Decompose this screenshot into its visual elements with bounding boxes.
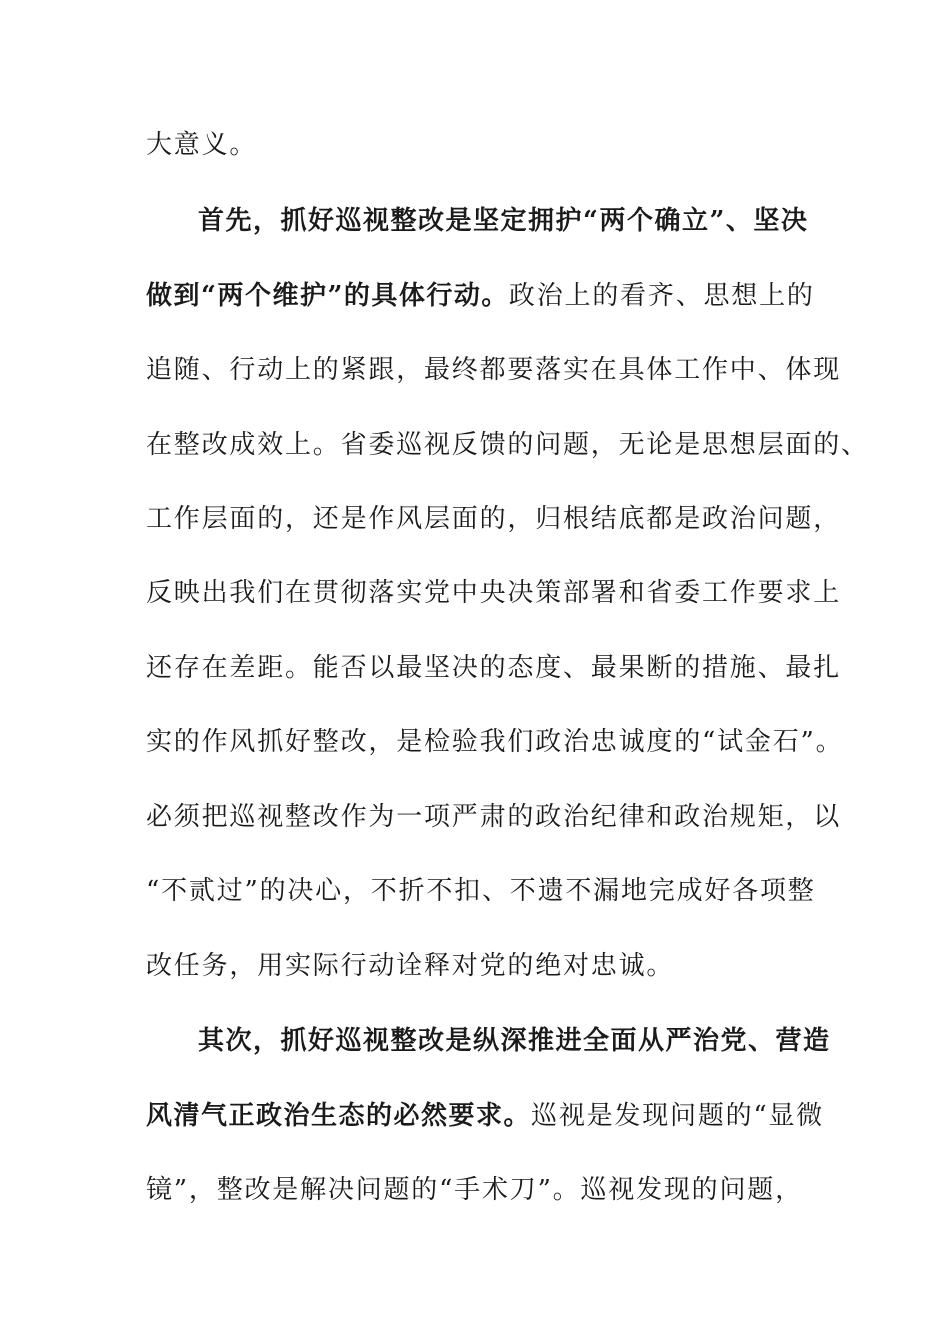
paragraph-2-line-2	[146, 1101, 824, 1131]
paragraph-1-line-4: 在整改成效上。省委巡视反馈的问题，无论是思想层面的、	[146, 430, 869, 460]
paragraph-1-line-2-text: 政治上的看齐、思想上的	[508, 281, 815, 311]
paragraph-1-line-10: “不贰过”的决心，不折不扣、不遗不漏地完成好各项整	[146, 876, 816, 906]
paragraph-1-heading-line-2: 做到“两个维护”的具体行动。	[146, 281, 509, 311]
paragraph-2-heading-line-2: 风清气正政治生态的必然要求。	[146, 1101, 532, 1131]
paragraph-1-heading-line-1: 首先，抓好巡视整改是坚定拥护“两个确立”、坚决	[198, 206, 809, 236]
paragraph-1-line-7: 还存在差距。能否以最坚决的态度、最果断的措施、最扎	[146, 653, 842, 683]
paragraph-1-line-2	[146, 281, 815, 311]
paragraph-1-line-11: 改任务，用实际行动诠释对党的绝对忠诚。	[146, 951, 675, 981]
paragraph-1-line-9: 必须把巡视整改作为一项严肃的政治纪律和政治规矩，以	[146, 802, 842, 832]
paragraph-1-line-5: 工作层面的，还是作风层面的，归根结底都是政治问题，	[146, 504, 842, 534]
paragraph-2-line-3: 镜”，整改是解决问题的“手术刀”。巡视发现的问题，	[146, 1175, 803, 1205]
paragraph-1-line-3: 追随、行动上的紧跟，最终都要落实在具体工作中、体现	[146, 355, 842, 385]
paragraph-1-line-8: 实的作风抓好整改，是检验我们政治忠诚度的“试金石”。	[146, 727, 844, 757]
paragraph-1-line-6: 反映出我们在贯彻落实党中央决策部署和省委工作要求上	[146, 578, 842, 608]
paragraph-2-line-2-text: 巡视是发现问题的“显微	[531, 1101, 825, 1131]
paragraph-2-heading-line-1: 其次，抓好巡视整改是纵深推进全面从严治党、营造	[198, 1026, 831, 1056]
paragraph-0-line-1: 大意义。	[146, 130, 258, 160]
